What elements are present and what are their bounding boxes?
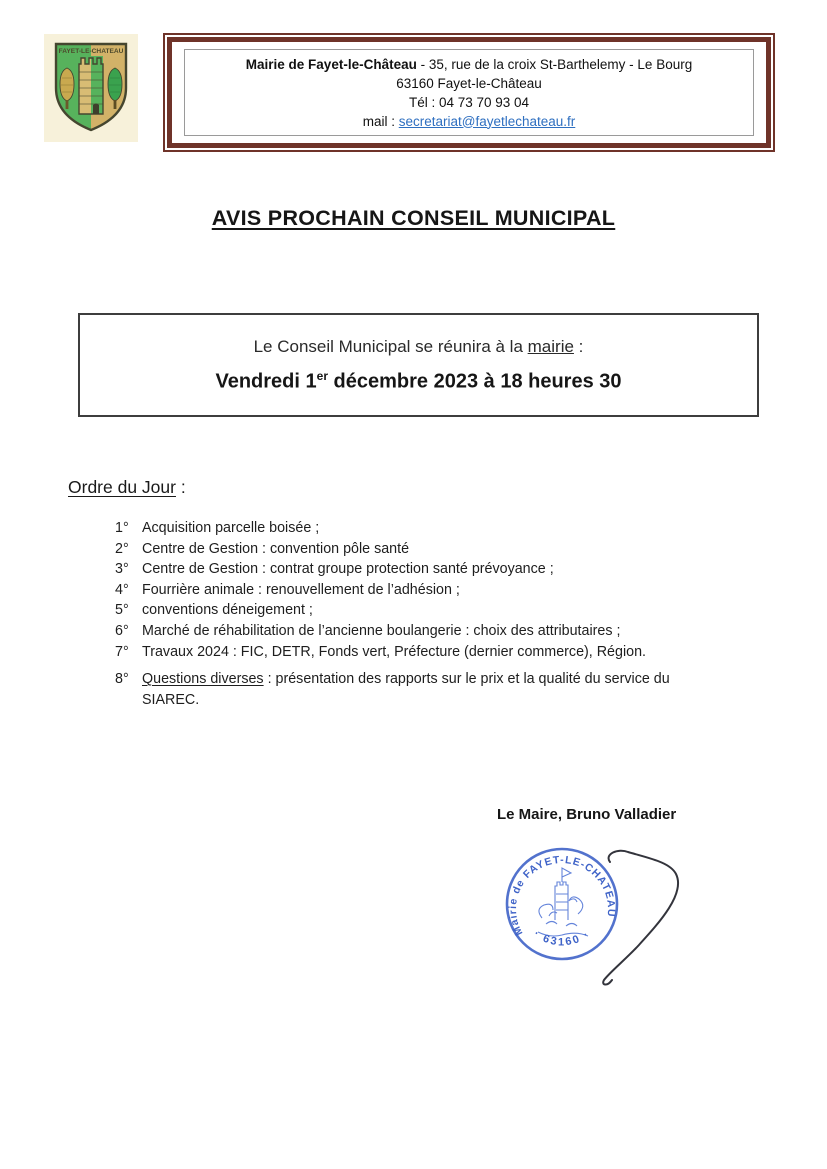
meeting-date-line: Vendredi 1er décembre 2023 à 18 heures 30 [215,368,622,393]
agenda-list [115,518,755,710]
mairie-underlined: mairie [527,336,574,356]
agenda-item-number: 4° [115,581,129,598]
agenda-item-number: 1° [115,520,129,536]
ordinal-superscript: er [316,368,328,383]
header-line-3: Tél : 04 73 70 93 04 [408,94,530,110]
agenda-item-number: 2° [115,540,129,557]
mairie-address: - 35, rue de la croix St-Barthelemy - Le Bourg [416,56,693,72]
agenda-item-number: 3° [115,561,129,578]
agenda-item-number: 5° [115,602,129,619]
header-address-box-inner-border [167,37,771,148]
stamp-and-signature [498,840,708,998]
agenda-item-number: 6° [115,622,129,639]
agenda-item-text: Centre de Gestion : contrat groupe protection santé prévoyance ; [142,561,554,578]
header-address-box [163,33,775,152]
header-line-4 [185,112,753,131]
agenda-item-6 [115,621,755,642]
agenda-item-2 [115,539,755,560]
header-line-2: 63160 Fayet-le-Château [396,75,542,91]
agenda-item-number: 7° [115,643,129,660]
mail-label: mail : [362,113,399,129]
municipal-stamp-icon [498,840,708,998]
agenda-item-text: Marché de réhabilitation de l’ancienne boulangerie : choix des attributaires ; [142,622,621,639]
header-address-content [184,49,754,136]
mayor-signature-line: Le Maire, Bruno Valladier [497,806,677,823]
agenda-heading: Ordre du Jour : [68,477,186,497]
agenda-item-3 [115,559,755,580]
stamp-text-top: Mairie de FAYET-LE-CHATEAU [506,854,618,938]
agenda-item-7 [115,642,755,663]
meeting-intro-line: Le Conseil Municipal se réunira à la mairie : [253,336,584,356]
agenda-item-text: Fourrière animale : renouvellement de l’adhésion ; [142,581,460,598]
stamp-text-bottom: · 63160 · [531,927,593,949]
stamp-castle-sketch [538,868,588,936]
meeting-box [78,313,759,417]
coat-of-arms [44,34,138,142]
agenda-item-5 [115,600,755,621]
document-title: AVIS PROCHAIN CONSEIL MUNICIPAL [211,206,616,230]
coat-of-arms-icon [44,34,138,142]
header-line-1 [185,55,753,74]
agenda-item-number: 8° [115,671,129,688]
agenda-item-8 [115,669,755,710]
agenda-item-text: conventions déneigement ; [142,602,313,619]
mairie-name: Mairie de Fayet-le-Château [245,56,417,72]
questions-diverses-underlined: Questions diverses [142,671,264,688]
agenda-item-4 [115,580,755,601]
agenda-item-text: Travaux 2024 : FIC, DETR, Fonds vert, Préfecture (dernier commerce), Région. [142,643,647,660]
agenda-item-text: Acquisition parcelle boisée ; [142,520,320,536]
email-link[interactable]: secretariat@fayetlechateau.fr [398,113,576,129]
svg-text:· 63160 · [531,928,592,948]
agenda-item-text: Centre de Gestion : convention pôle santé [142,540,410,557]
agenda-item-1 [115,518,755,539]
coat-of-arms-name: FAYET-LE-CHATEAU [58,48,124,55]
agenda-item-text: Questions diverses : présentation des rapports sur le prix et la qualité du service du SIAREC. [142,671,670,708]
